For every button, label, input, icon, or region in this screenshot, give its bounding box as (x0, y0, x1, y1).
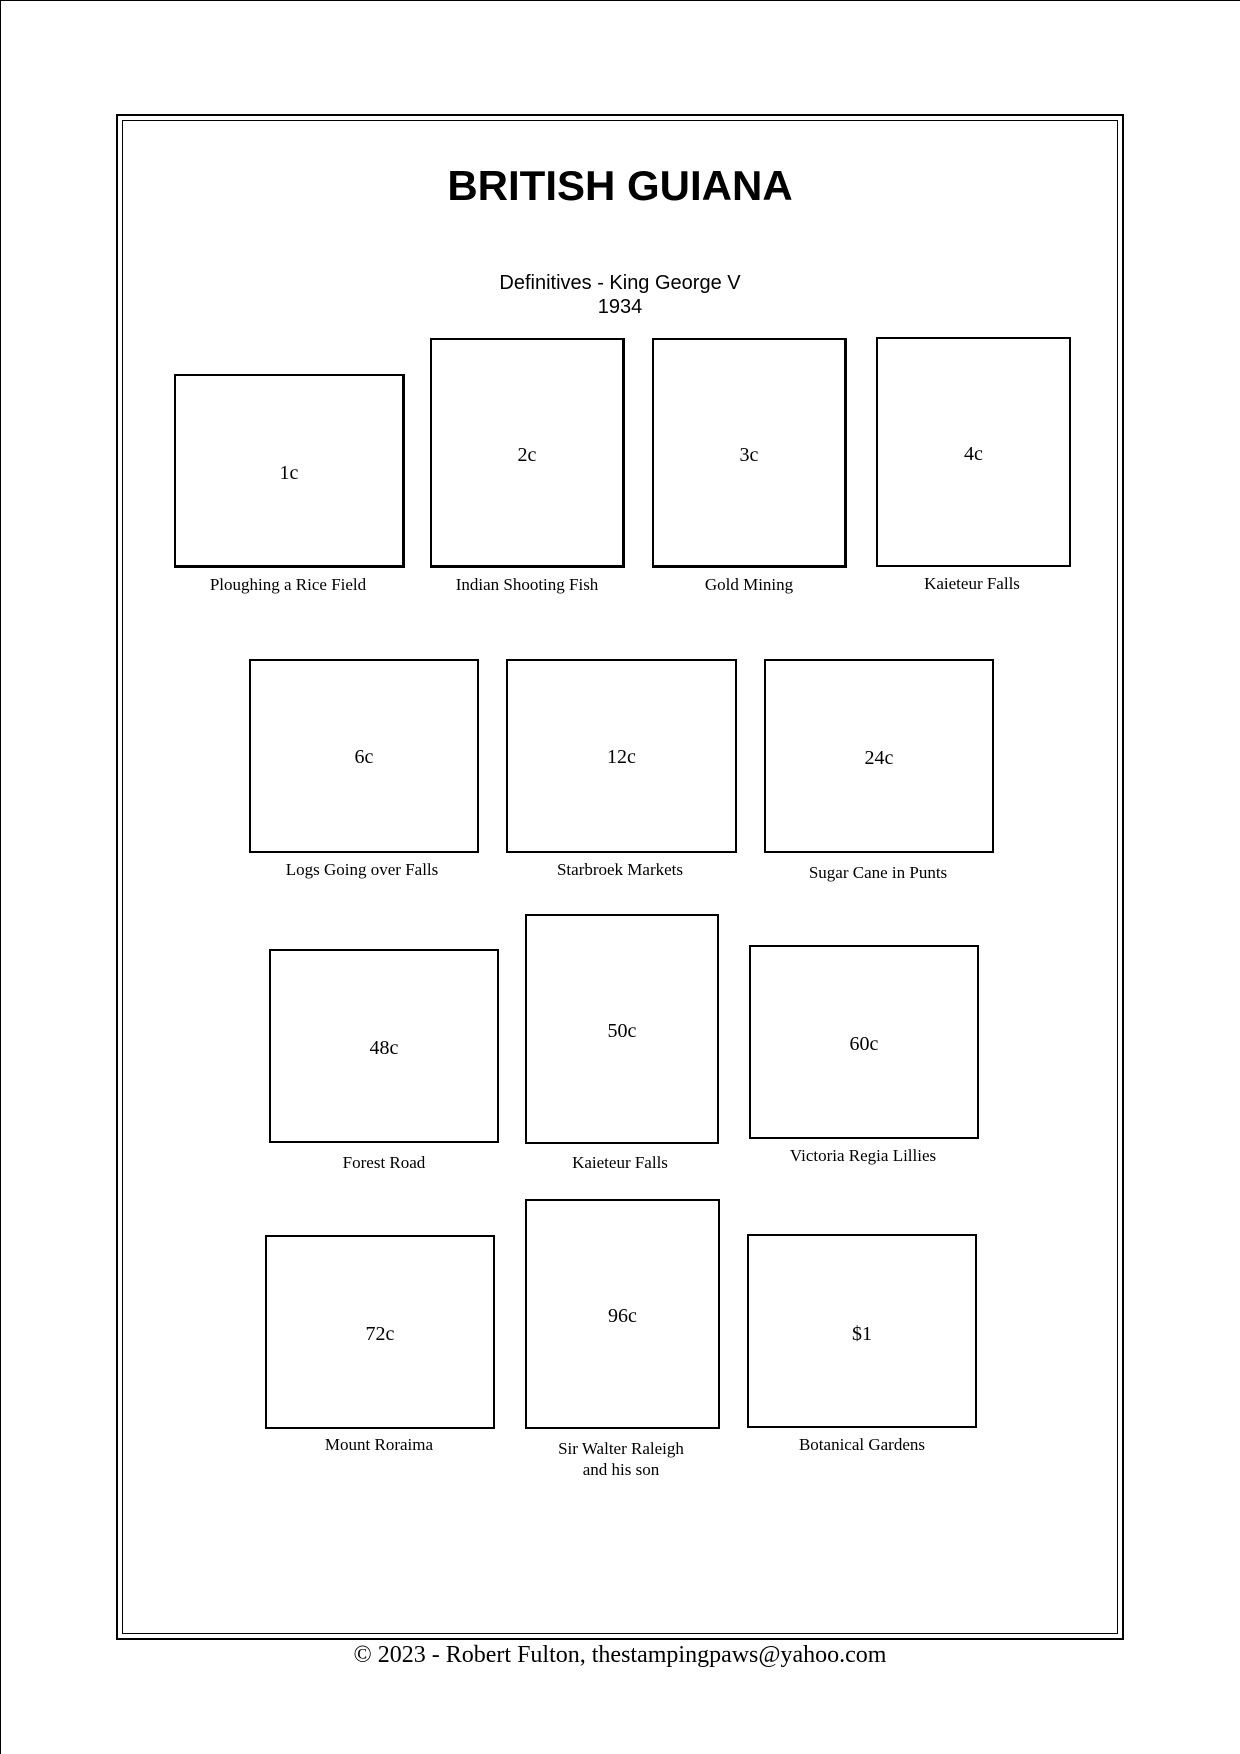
stamp-caption: Indian Shooting Fish (455, 575, 599, 594)
stamp-caption: Sugar Cane in Punts (808, 863, 948, 882)
stamp-slot (269, 949, 499, 1143)
stamp-slot (652, 338, 847, 568)
stamp-caption: Sir Walter Raleigh and his son (558, 1439, 684, 1479)
stamp-caption: Botanical Gardens (798, 1435, 926, 1454)
stamp-slot (747, 1234, 977, 1428)
stamp-slot (174, 374, 405, 568)
issue-year: 1934 (597, 296, 643, 318)
stamp-caption: Victoria Regia Lillies (789, 1146, 937, 1165)
stamp-caption: Gold Mining (704, 575, 794, 594)
stamp-denomination: 50c (607, 1020, 637, 1042)
stamp-caption: Kaieteur Falls (924, 574, 1020, 593)
stamp-denomination: 1c (279, 462, 299, 484)
copyright-footer: © 2023 - Robert Fulton, thestampingpaws@yahoo.com (353, 1642, 887, 1668)
stamp-denomination: 12c (607, 746, 636, 768)
stamp-denomination: 96c (608, 1305, 637, 1327)
stamp-denomination: 60c (849, 1033, 879, 1055)
stamp-caption: Starbroek Markets (556, 860, 684, 879)
stamp-denomination: 48c (369, 1037, 399, 1059)
page-subtitle: Definitives - King George V (499, 272, 741, 294)
stamp-caption: Mount Roraima (324, 1435, 434, 1454)
stamp-slot (430, 338, 625, 568)
stamp-denomination: $1 (852, 1323, 872, 1345)
stamp-slot (265, 1235, 495, 1429)
stamp-slot (525, 914, 719, 1144)
stamp-denomination: 3c (739, 444, 759, 466)
stamp-slot (876, 337, 1071, 567)
stamp-caption: Logs Going over Falls (285, 860, 439, 879)
stamp-denomination: 4c (964, 443, 983, 465)
page-title: BRITISH GUIANA (447, 162, 793, 209)
stamp-caption: Kaieteur Falls (572, 1153, 668, 1172)
stamp-denomination: 24c (864, 747, 894, 769)
stamp-denomination: 72c (365, 1323, 395, 1345)
stamp-denomination: 6c (354, 746, 374, 768)
stamp-slot (749, 945, 979, 1139)
stamp-denomination: 2c (517, 444, 537, 466)
stamp-caption: Ploughing a Rice Field (209, 575, 367, 594)
stamp-caption: Forest Road (342, 1153, 426, 1172)
stamp-slot (249, 659, 479, 853)
stamp-slot (764, 659, 994, 853)
stamp-slot (525, 1199, 720, 1429)
stamp-slot (506, 659, 737, 853)
